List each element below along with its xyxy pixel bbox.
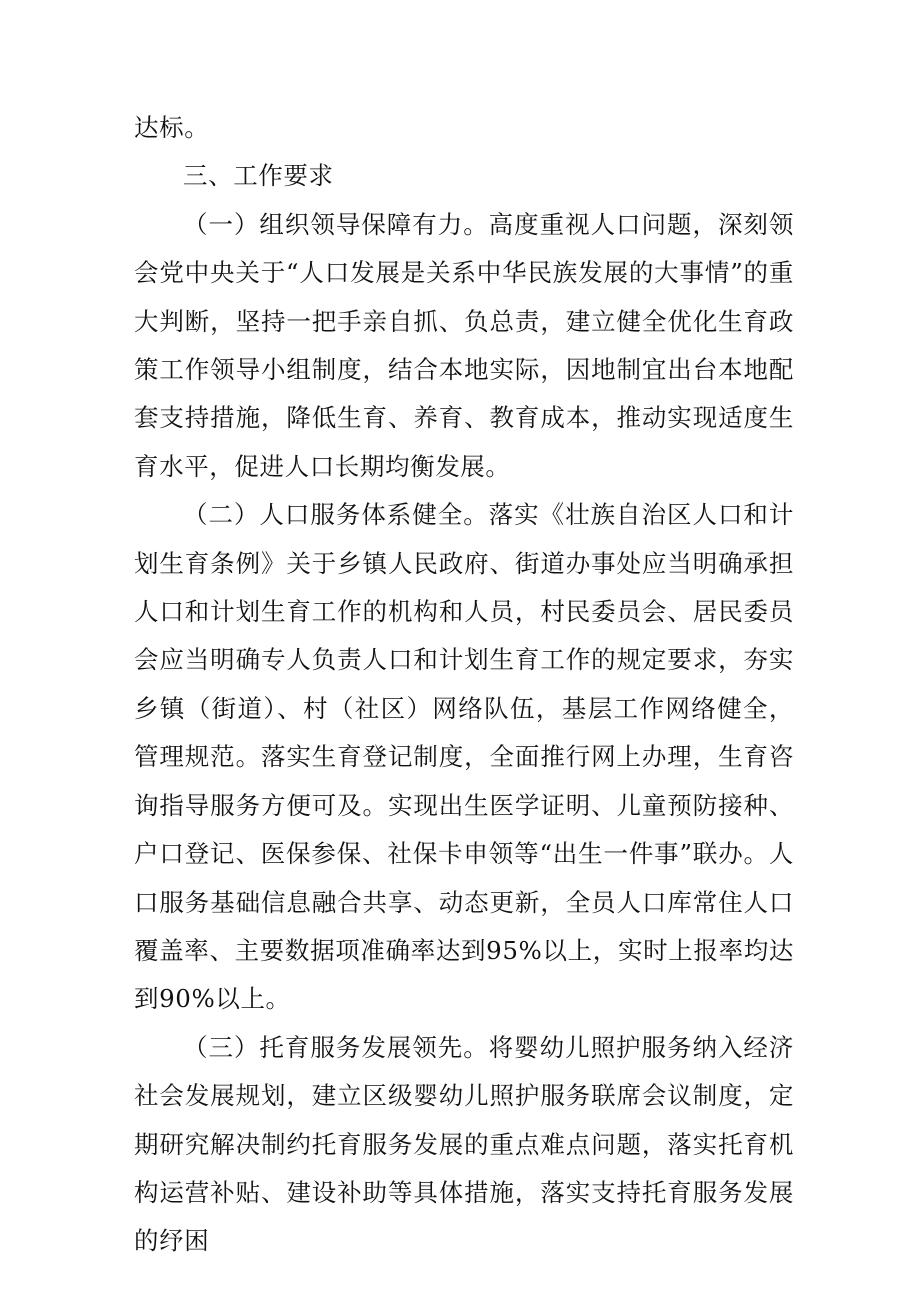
carryover-paragraph: 达标。 xyxy=(134,113,210,142)
paragraph-item-3: （三）托育服务发展领先。将婴幼儿照护服务纳入经济社会发展规划，建立区级婴幼儿照护服务联席会议制度，定期研究解决制约托育服务发展的重点难点问题，落实托育机构运营补贴、建设补助等具体措施，落实支持托育服务发展的纾困 xyxy=(134,1032,794,1256)
document-body xyxy=(134,104,794,1266)
paragraph-item-2: （二）人口服务体系健全。落实《壮族自治区人口和计划生育条例》关于乡镇人民政府、街道办事处应当明确承担人口和计划生育工作的机构和人员，村民委员会、居民委员会应当明确专人负责人口和计划生育工作的规定要求，夯实乡镇（街道）、村（社区）网络队伍，基层工作网络健全，管理规范。落实生育登记制度，全面推行网上办理，生育咨询指导服务方便可及。实现出生医学证明、儿童预防接种、户口登记、医保参保、社保卡申领等“出生一件事”联办。人口服务基础信息融合共享、动态更新，全员人口库常住人口覆盖率、主要数据项准确率达到95%以上，实时上报率均达到90%以上。 xyxy=(134,500,794,1014)
paragraph-item-1: （一）组织领导保障有力。高度重视人口问题，深刻领会党中央关于“人口发展是关系中华民族发展的大事情”的重大判断，坚持一把手亲自抓、负总责，建立健全优化生育政策工作领导小组制度，结合本地实际，因地制宜出台本地配套支持措施，降低生育、养育、教育成本，推动实现适度生育水平，促进人口长期均衡发展。 xyxy=(134,209,794,481)
section-heading: 三、工作要求 xyxy=(183,161,334,191)
